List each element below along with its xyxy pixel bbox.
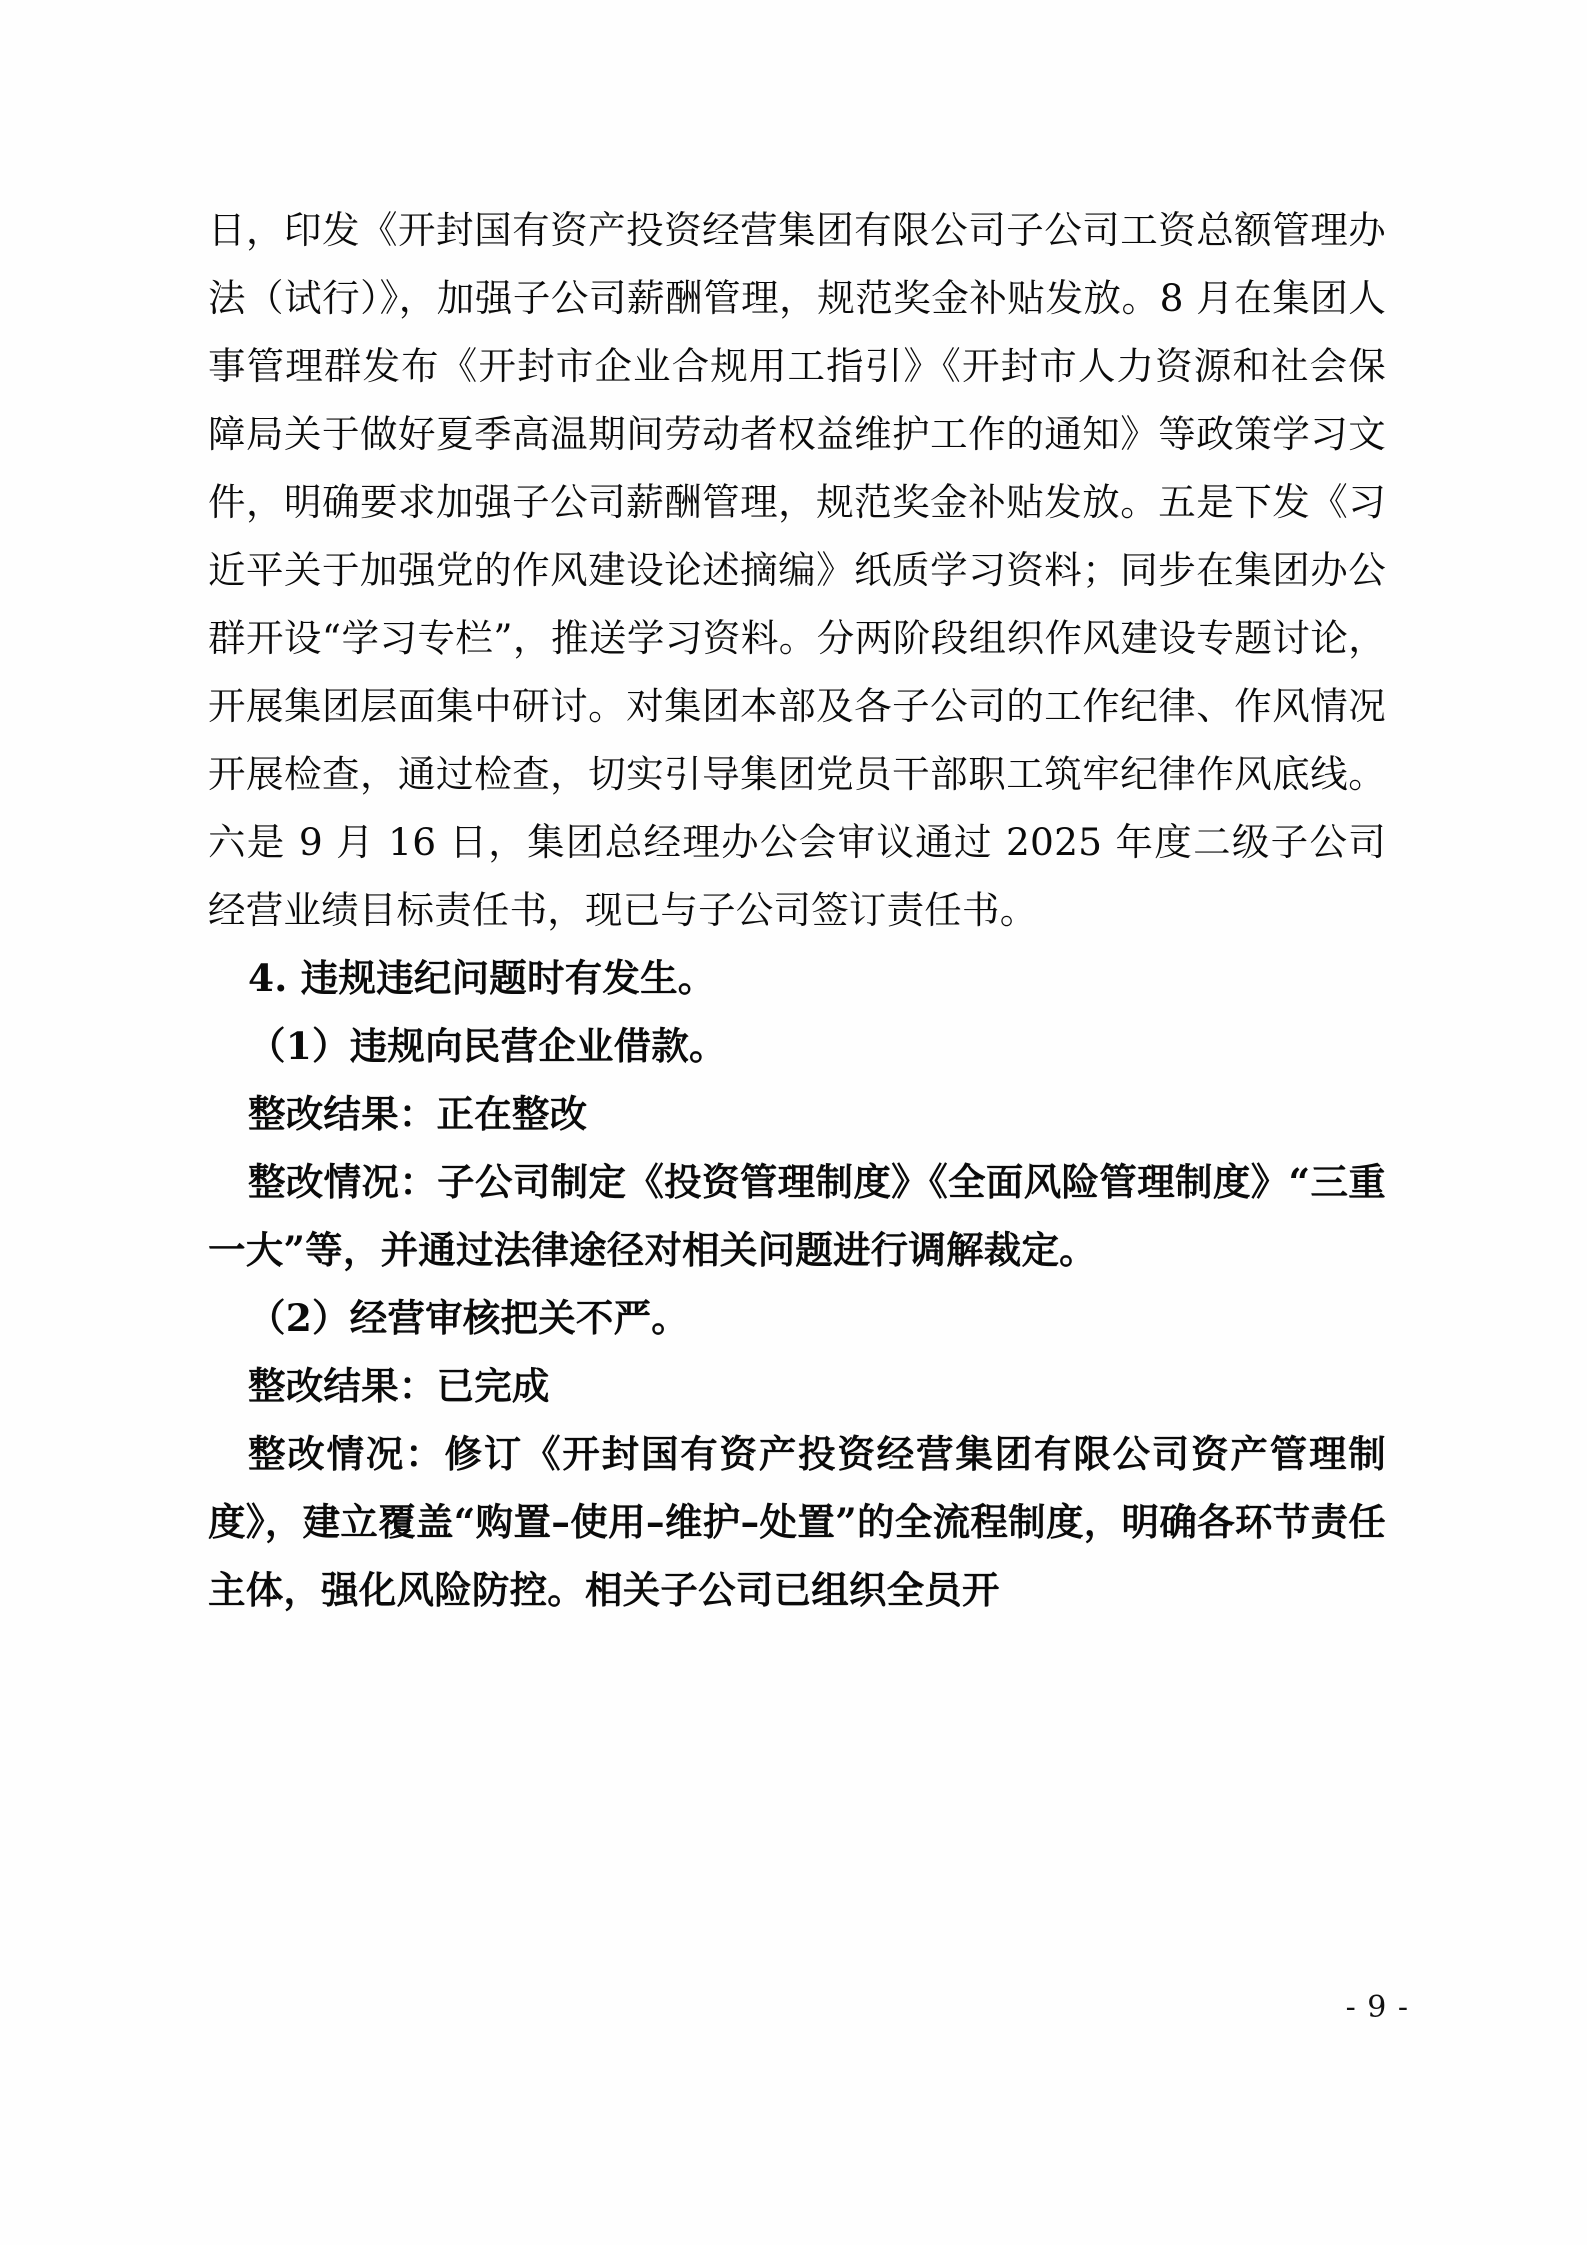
paragraph-result-1: 整改结果：正在整改 (248, 1092, 588, 1136)
paragraph-result-2: 整改结果：已完成 (248, 1364, 550, 1408)
paragraph-continued: 日，印发《开封国有资产投资经营集团有限公司子公司工资总额管理办法（试行）》，加强子公司薪酬管理，规范奖金补贴发放。8 月在集团人事管理群发布《开封市企业合规用工指引》《开封市人力资源和社会保障局关于做好夏季高温期间劳动者权益维护工作的通知》等政策学习文件，明确要求加强子公司薪酬管理，规范奖金补贴发放。五是下发《习近平关于加强党的作风建设论述摘编》纸质学习资料；同步在集团办公群开设“学习专栏”，推送学习资料。分两阶段组织作风建设专题讨论，开展集团层面集中研讨。对集团本部及各子公司的工作纪律、作风情况开展检查，通过检查，切实引导集团党员干部职工筑牢纪律作风底线。六是 9 月 16 日，集团总经理办公会审议通过 2025 年度二级子公司经营业绩目标责任书，现已与子公司签订责任书。 (208, 208, 1386, 932)
paragraph-item-1: （1）违规向民营企业借款。 (248, 1024, 727, 1068)
paragraph-detail-2: 整改情况：修订《开封国有资产投资经营集团有限公司资产管理制度》，建立覆盖“购置–使用–维护–处置”的全流程制度，明确各环节责任主体，强化风险防控。相关子公司已组织全员开 (208, 1432, 1386, 1612)
paragraph-detail-1: 整改情况：子公司制定《投资管理制度》《全面风险管理制度》“三重一大”等，并通过法律途径对相关问题进行调解裁定。 (208, 1160, 1386, 1272)
paragraph-item-2: （2）经营审核把关不严。 (248, 1296, 689, 1340)
page-number: - 9 - (1345, 1990, 1409, 2025)
document-body (208, 196, 1386, 1624)
paragraph-heading-4: 4. 违规违纪问题时有发生。 (248, 956, 716, 1000)
